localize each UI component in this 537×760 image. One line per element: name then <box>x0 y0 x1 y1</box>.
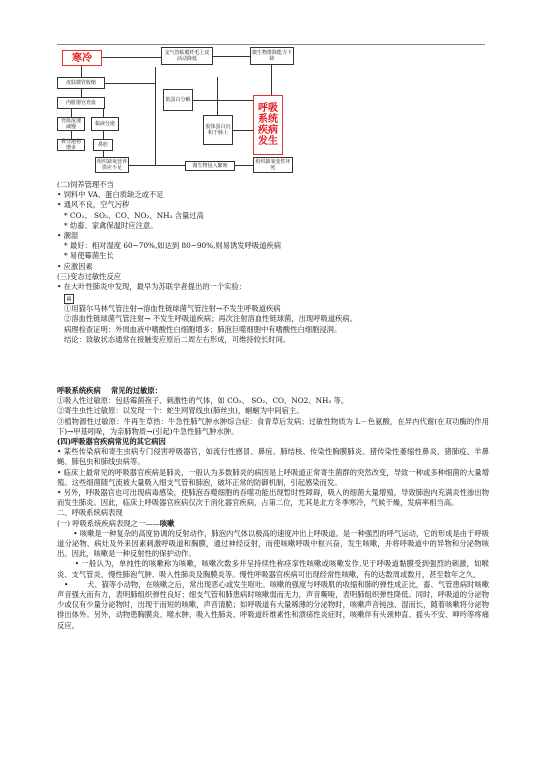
paragraph: • 咳嗽是一种复杂的高度协调的反射动作，肺泡内气体以极高的速度冲出上呼吸道。是一种强烈的呼气运动，它的形成是由于呼吸道分泌物、病灶及外来因素刺激呼吸道和胸膜，通过神经反射，而使咳嗽呼吸中枢兴奋，发生咳嗽，并将呼吸道中的异物和分泌物咳出。因此，咳嗽是一种反射性的保护动作。 <box>57 528 489 559</box>
box-hypoxia: 组织缺氧营养供应不足 <box>97 159 128 171</box>
arrow-line <box>217 77 218 115</box>
box-mucus: 黏液分泌 <box>91 117 119 131</box>
allergens-block <box>57 386 489 631</box>
subsection-heading <box>57 519 489 529</box>
arrow-line <box>155 67 156 165</box>
line: (三)变态过敏性反应 <box>57 271 122 281</box>
line: * 最好：相对湿度 60~70%,如达到 80~90%,则易诱发呼吸道疾病 <box>57 241 282 251</box>
line: * 幼畜、家禽保温时应注意。 <box>57 220 158 230</box>
paragraph: • 临床上最常见的呼吸器官疾病是肺炎，一般认为多数肺炎的病因是上呼吸道正常寄生菌群的突然改变，导致一种或多种细菌的大量增殖。这些细菌随气流被大量吸入细支气管和肺泡，破坏正常的防御机制，引起感染而发。 <box>57 467 489 487</box>
line: • 应激因素 <box>57 261 93 271</box>
arrow-line <box>103 131 104 139</box>
line: * 易使霉菌生长 <box>57 251 114 261</box>
arrow-line <box>213 56 250 57</box>
subsection-term: 咳嗽 <box>159 518 175 528</box>
line: • 在大叶性肺炎中发现，最早为苏联学者提出的一个实验： <box>57 282 247 292</box>
section-heading: 二、呼吸系统病表现 <box>57 508 123 518</box>
box-nasal: 鼻分泌物增多 <box>57 139 85 151</box>
paragraph: • 某些传染病和寄生虫病专门侵害呼吸器官，如流行性感冒、鼻疽、肺结核、传染性胸膜肺炎、猪传染性萎缩性鼻炎、猪肺疫、羊鼻蝇、肺包虫和肺线虫病等。 <box>57 447 489 467</box>
section-heading: 呼吸系统疾病 常见的过敏原： <box>57 386 163 395</box>
box-necrosis: 组织缺氧变性坏死 <box>253 157 293 173</box>
paragraph: • 另外，呼吸器官也可出现病毒感染，使肺泡吞噬细胞的吞噬功能出现暂时性障碍，吸入的细菌大量增殖，导致肺泡内充满炎性渗出物而发生肺炎。因此，临床上呼吸器官疾病仅次于消化器官疾病，占第二位，尤其是北方冬季寒冷，气候干燥，发病率相当高。 <box>57 488 489 508</box>
section-heading: (四)呼吸器官疾病常见的其它病因 <box>57 437 166 447</box>
text-causes <box>57 180 489 292</box>
paragraph: ③植物源性过敏原：牛再生草热：牛急性肺气肿水肿综合症：食青草后发病；过敏性物质为 L－色氨酸，在异内代谢(在双功酶的作用下)→甲基吲哚，为亲肺物质→(引起)牛急性肺气肿水肿。 <box>57 416 489 436</box>
arrow-line <box>271 65 272 95</box>
arrow-line <box>103 109 104 117</box>
paragraph: ①吸入性过敏原：包括霉菌孢子、刺激性的气体，如 CO₂、 SO₂、CO、NO2、NH₃ 等。 <box>57 396 349 406</box>
arrow-line <box>71 131 72 139</box>
subsection-prefix: (一) 呼吸系统疾病表现之一—— <box>57 518 160 528</box>
arrow-line <box>193 100 253 101</box>
box-microbe-invasion: 微生物侵入繁殖 <box>185 161 235 171</box>
box-protein: 低蛋白分解 <box>163 89 193 111</box>
arrow-line <box>103 151 104 157</box>
line: • 饲料中 VA、蛋白质缺乏或不足 <box>57 190 164 200</box>
paragraph: • 一般认为，单纯性的咳嗽称为咳嗽，咳嗽次数多并呈持续性称痉挛性咳嗽或咳嗽发作,见于呼吸道黏膜受到强烈的刺激，如喉炎、支气管炎、慢性肺泡气肿、吸入性肺炎及胸膜炎等。慢性呼吸器官疾病可出现经常性咳嗽，有的达数周或数月，甚至数年之久。 <box>57 559 489 579</box>
arrow-line <box>81 66 82 77</box>
line: * CO₂、 SO₂、CO、NO₂、NH₃ 含量过高 <box>57 210 204 220</box>
box-respiratory-disease: 呼吸系统疾病发生 <box>253 95 283 155</box>
box-cilia: 支气管粘膜纤毛上皮活动降低 <box>161 47 213 65</box>
arrow-line <box>102 57 161 58</box>
arrow-line <box>235 165 253 166</box>
box-flow: 充血流速减慢 <box>57 117 85 131</box>
line: 结论：致敏状态通常在接触变应原后二周左右形成，可维持较长时间。 <box>64 334 291 344</box>
arrow-line <box>105 83 155 84</box>
line: • 潮湿 <box>57 231 79 241</box>
pathogenesis-diagram <box>57 45 317 175</box>
box-nasal-cavity: 鼻腔 <box>93 139 113 151</box>
box-colloid: 胶体蛋白沉积于肺上 <box>203 115 233 145</box>
arrow-line <box>81 89 82 97</box>
paragraph: • 犬、猫等小动物，在咳嗽之后，常出现恶心或发生呕吐。咳嗽的强度与呼吸肌的收缩和肺的弹性成正比，畜、气管患病时咳嗽声音强大而有力，表明肺组织弹性良好；细支气管和肺患病时咳嗽弱而无力，声音嘶哑，表明肺组织弹性降低。同时，呼吸道的分泌物少或仅有少量分泌物时，出现干而短的咳嗽，声音清脆；如呼吸道有大量稀薄的分泌物时，咳嗽声音钝浊、湿而长，随着咳嗽将分泌物排出体外。另外，动物患胸膜炎、喉水肿、吸入性肺炎、呼吸道纤维素性和溃疡性炎症时，咳嗽伴有头颈伸直、摇头不安、呻吟等疼痛反应。 <box>57 579 489 630</box>
line: (二)饲养管理不当 <box>57 180 114 189</box>
box-viscera: 内脏器官充血 <box>57 97 105 109</box>
paragraph: ②寄生虫性过敏原：以发现一个：蛇生网胃线虫(肺丝虫)，蛔蛔为中间宿主。 <box>57 406 304 416</box>
line: • 通风不良，空气污秽 <box>57 200 130 210</box>
experiment-block <box>64 294 489 345</box>
line: ②溶血性链球菌气管注射→ 不发生呼吸道疾病；再次注射溶血性链球菌，出现呼吸道疾病。 <box>64 314 358 324</box>
box-skin: 皮肤微管收缩 <box>57 77 105 89</box>
line: 病理检查证明：外周血液中嗜酸性白细胞增多；肺泡巨噬细胞中有嗜酸性白细胞浸润。 <box>64 324 342 334</box>
box-microbe-clearance: 微生物排除能力下降 <box>250 47 294 65</box>
arrow-line <box>129 165 185 166</box>
arrow-line <box>71 109 72 117</box>
box-cold: 寒冷 <box>62 50 102 66</box>
arrow-line <box>233 130 253 131</box>
line: ①用猫尔马林气管注射→溶血性链球菌气管注射→不发生呼吸道疾病 <box>64 304 281 314</box>
document-icon: ▤ <box>64 294 74 304</box>
